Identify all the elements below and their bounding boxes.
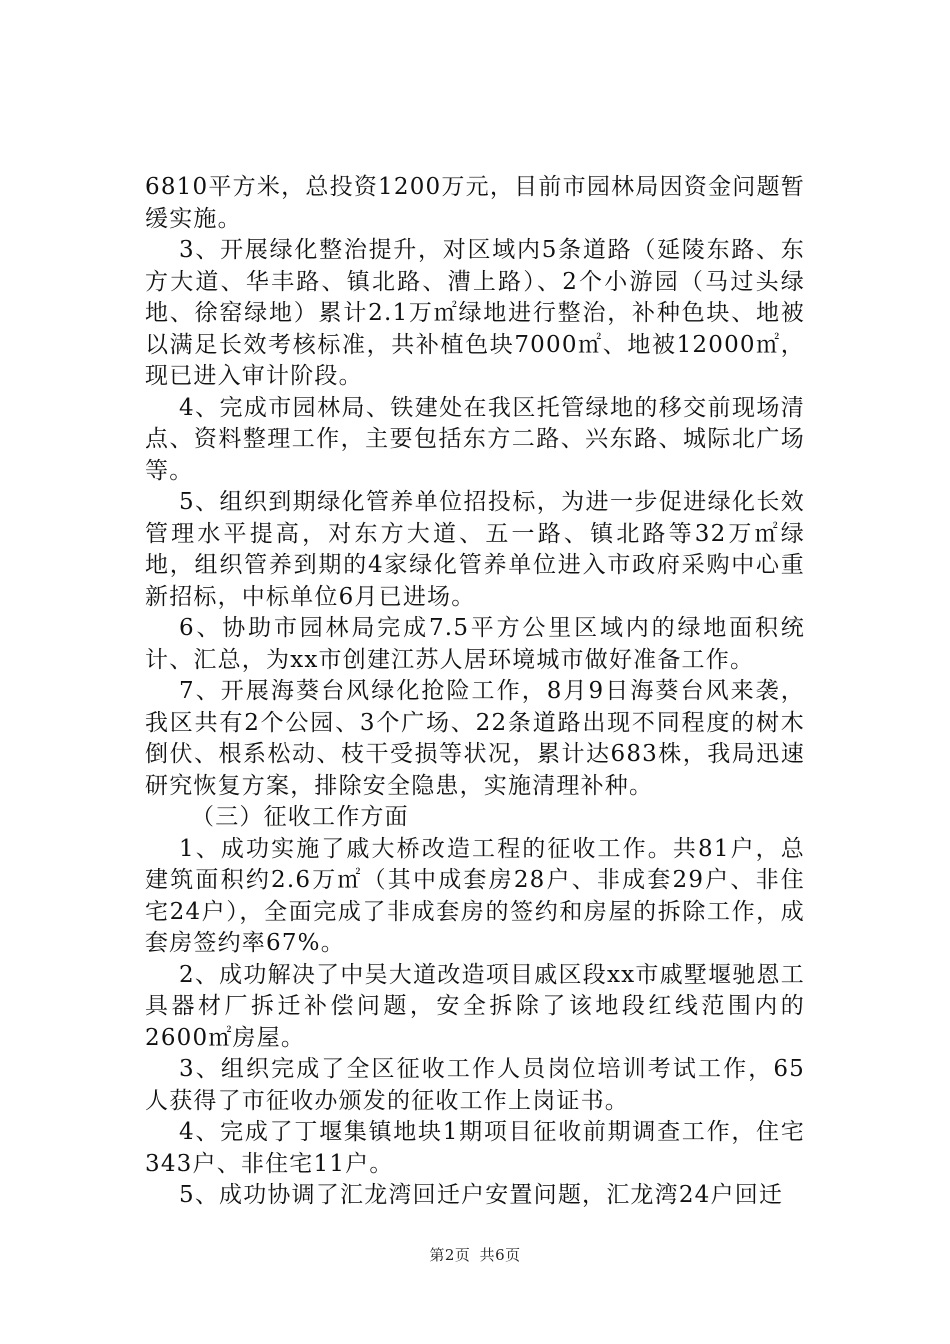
paragraph-greening-item-4: 4、完成市园林局、铁建处在我区托管绿地的移交前现场清点、资料整理工作，主要包括东方二路、兴东路、城际北广场等。 — [145, 394, 805, 484]
paragraph-greening-item-5: 5、组织到期绿化管养单位招投标，为进一步促进绿化长效管理水平提高，对东方大道、五一路、镇北路等32万㎡绿地，组织管养到期的4家绿化管养单位进入市政府采购中心重新招标，中标单位6月已进场。 — [145, 489, 805, 610]
paragraph-greening-item-3: 3、开展绿化整治提升，对区域内5条道路（延陵东路、东方大道、华丰路、镇北路、漕上路）、2个小游园（马过头绿地、徐窑绿地）累计2.1万㎡绿地进行整治，补种色块、地被以满足长效考核标准，共补植色块7000㎡、地被12000㎡，现已进入审计阶段。 — [145, 237, 805, 389]
paragraph-levy-item-4: 4、完成了丁堰集镇地块1期项目征收前期调查工作，住宅343户、非住宅11户。 — [145, 1119, 805, 1177]
page-footer — [0, 1244, 950, 1265]
section-heading-levy: （三）征收工作方面 — [191, 804, 409, 830]
paragraph-levy-item-1: 1、成功实施了戚大桥改造工程的征收工作。共81户，总建筑面积约2.6万㎡（其中成套房28户、非成套29户、非住宅24户），全面完成了非成套房的签约和房屋的拆除工作，成套房签约率67%。 — [145, 835, 805, 956]
page-total: 共6页 — [479, 1246, 521, 1264]
paragraph-greening-item-7: 7、开展海葵台风绿化抢险工作，8月9日海葵台风来袭，我区共有2个公园、3个广场、22条道路出现不同程度的树木倒伏、根系松动、枝干受损等状况，累计达683株，我局迅速研究恢复方案，排除安全隐患，实施清理补种。 — [145, 678, 805, 799]
paragraph-levy-item-3: 3、组织完成了全区征收工作人员岗位培训考试工作，65人获得了市征收办颁发的征收工作上岗证书。 — [145, 1056, 805, 1114]
paragraph-continuation: 6810平方米，总投资1200万元，目前市园林局因资金问题暂缓实施。 — [145, 174, 805, 232]
document-body — [145, 172, 805, 1212]
page-number: 第2页 — [429, 1246, 471, 1264]
paragraph-levy-item-2: 2、成功解决了中吴大道改造项目戚区段xx市戚墅堰驰恩工具器材厂拆迁补偿问题，安全拆除了该地段红线范围内的2600㎡房屋。 — [145, 961, 805, 1051]
paragraph-greening-item-6: 6、协助市园林局完成7.5平方公里区域内的绿地面积统计、汇总，为xx市创建江苏人居环境城市做好准备工作。 — [145, 615, 805, 673]
paragraph-levy-item-5: 5、成功协调了汇龙湾回迁户安置问题，汇龙湾24户回迁 — [179, 1182, 784, 1208]
